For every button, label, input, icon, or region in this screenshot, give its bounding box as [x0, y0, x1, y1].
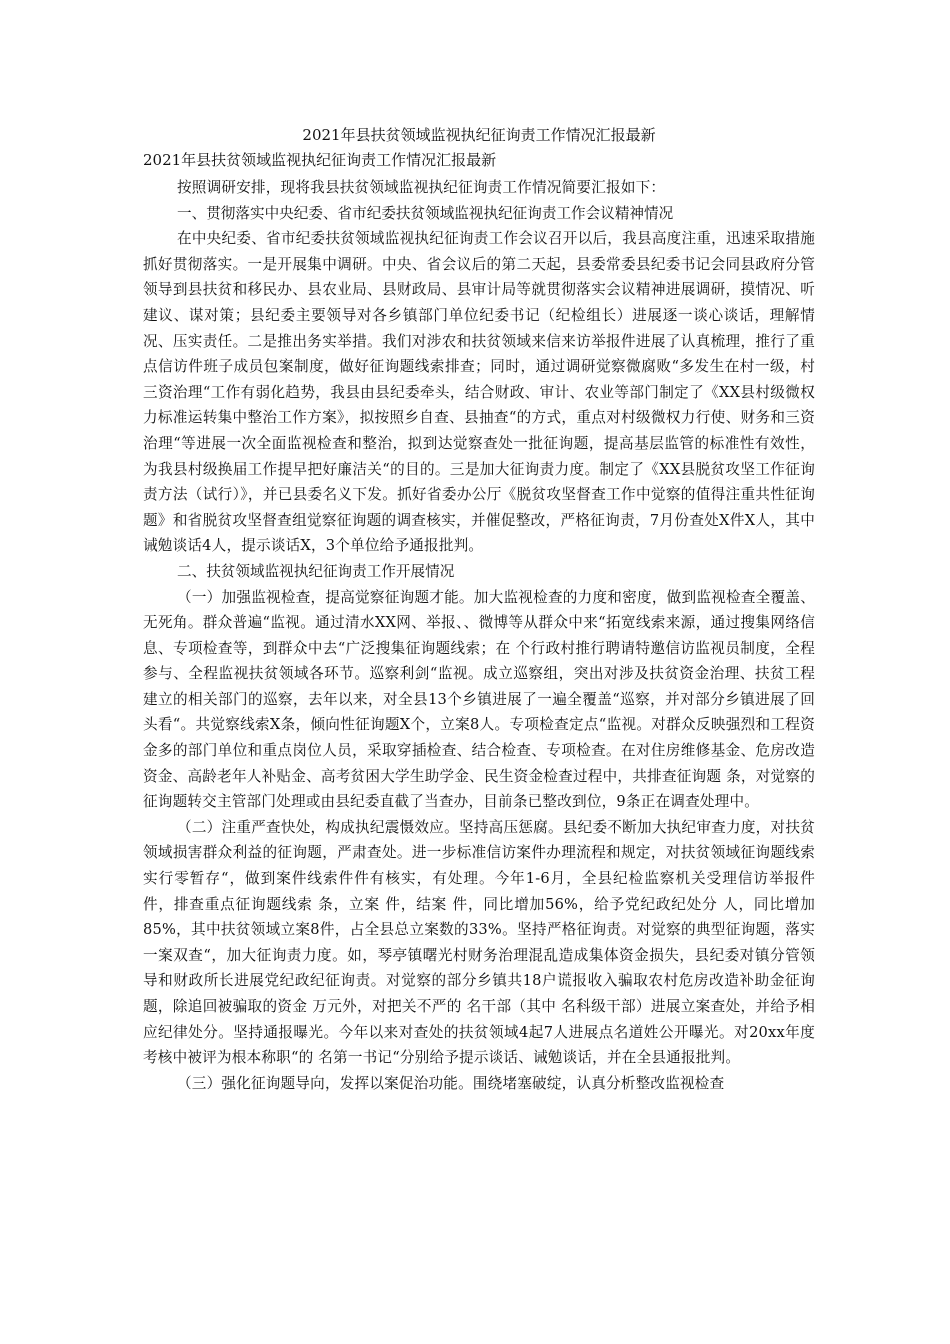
section-2-paragraph-2: （二）注重严查快处，构成执纪震慑效应。坚持高压惩腐。县纪委不断加大执纪审查力度，对扶贫领域损害群众利益的征询题，严肃查处。进一步标准信访案件办理流程和规定，对扶贫领域征询题线索实行零暂存“，做到案件线索件件有核实，有处理。今年1-6月，全县纪检监察机关受理信访举报件 件，排查重点征询题线索 条，立案 件，结案 件，同比增加56%，给予党纪政纪处分 人，同比增加85%，其中扶贫领域立案8件，占全县总立案数的33%。坚持严格征询责。对觉察的典型征询题，落实一案双查“，加大征询责力度。如，琴亭镇曙光村财务治理混乱造成集体资金损失，县纪委对镇分管领导和财政所长进展党纪政纪征询责。对觉察的部分乡镇共18户谎报收入骗取农村危房改造补助金征询题，除追回被骗取的资金 万元外，对把关不严的 名干部（其中 名科级干部）进展立案查处，并给予相应纪律处分。坚持通报曝光。今年以来对查处的扶贫领域4起7人进展点名道姓公开曝光。对20xx年度考核中被评为根本称职“的 名第一书记“分别给予提示谈话、诫勉谈话，并在全县通报批判。	[143, 818, 815, 1067]
document-title: 2021年县扶贫领域监视执纪征询责工作情况汇报最新	[302, 126, 656, 144]
document-subtitle: 2021年县扶贫领域监视执纪征询责工作情况汇报最新	[143, 151, 497, 169]
section-1-body: 在中央纪委、省市纪委扶贫领域监视执纪征询责工作会议召开以后，我县高度注重，迅速采取措施抓好贯彻落实。一是开展集中调研。中央、省会议后的第二天起，县委常委县纪委书记会同县政府分管领导到县扶贫和移民办、县农业局、县财政局、县审计局等就贯彻落实会议精神进展调研，摸情况、听建议、谋对策；县纪委主要领导对各乡镇部门单位纪委书记（纪检组长）进展逐一谈心谈话，理解情况、压实责任。二是推出务实举措。我们对涉农和扶贫领域来信来访举报件进展了认真梳理，推行了重点信访件班子成员包案制度，做好征询题线索排查；同时，通过调研觉察微腐败“多发生在村一级，村三资治理“工作有弱化趋势，我县由县纪委牵头，结合财政、审计、农业等部门制定了《XX县村级微权力标准运转集中整治工作方案》，拟按照乡自查、县抽查“的方式，重点对村级微权力行使、财务和三资治理“等进展一次全面监视检查和整治，拟到达觉察查处一批征询题，提高基层监管的标准性有效性，为我县村级换届工作提早把好廉洁关“的目的。三是加大征询责力度。制定了《XX县脱贫攻坚工作征询责方法（试行）》，并已县委名义下发。抓好省委办公厅《脱贫攻坚督查工作中觉察的值得注重共性征询题》和省脱贫攻坚督查组觉察征询题的调查核实，并催促整改，严格征询责，7月份查处X件X人，其中诫勉谈话4人，提示谈话X，3个单位给予通报批判。	[143, 230, 815, 555]
intro-paragraph: 按照调研安排，现将我县扶贫领域监视执纪征询责工作情况简要汇报如下：	[177, 179, 666, 196]
section-2-heading: 二、扶贫领域监视执纪征询责工作开展情况	[177, 562, 455, 580]
document-page	[143, 125, 815, 1096]
section-1-heading: 一、贯彻落实中央纪委、省市纪委扶贫领域监视执纪征询责工作会议精神情况	[177, 204, 674, 222]
section-2-paragraph-3: （三）强化征询题导向，发挥以案促治功能。围绕堵塞破绽，认真分析整改监视检查	[177, 1074, 725, 1092]
section-2-paragraph-1: （一）加强监视检查，提高觉察征询题才能。加大监视检查的力度和密度，做到监视检查全覆盖、无死角。群众普遍“监视。通过清水XX网、举报、、微博等从群众中来“拓宽线索来源，通过搜集网络信息、专项检查等，到群众中去“广泛搜集征询题线索；在 个行政村推行聘请特邀信访监视员制度，全程参与、全程监视扶贫领域各环节。巡察利剑“监视。成立巡察组，突出对涉及扶贫资金治理、扶贫工程建立的相关部门的巡察，去年以来，对全县13个乡镇进展了一遍全覆盖“巡察，并对部分乡镇进展了回头看“。共觉察线索X条，倾向性征询题X个，立案8人。专项检查定点“监视。对群众反映强烈和工程资金多的部门单位和重点岗位人员，采取穿插检查、结合检查、专项检查。在对住房维修基金、危房改造资金、高龄老年人补贴金、高考贫困大学生助学金、民生资金检查过程中，共排查征询题 条，对觉察的征询题转交主管部门处理或由县纪委直截了当查办，目前条已整改到位，9条正在调查处理中。	[143, 588, 815, 811]
